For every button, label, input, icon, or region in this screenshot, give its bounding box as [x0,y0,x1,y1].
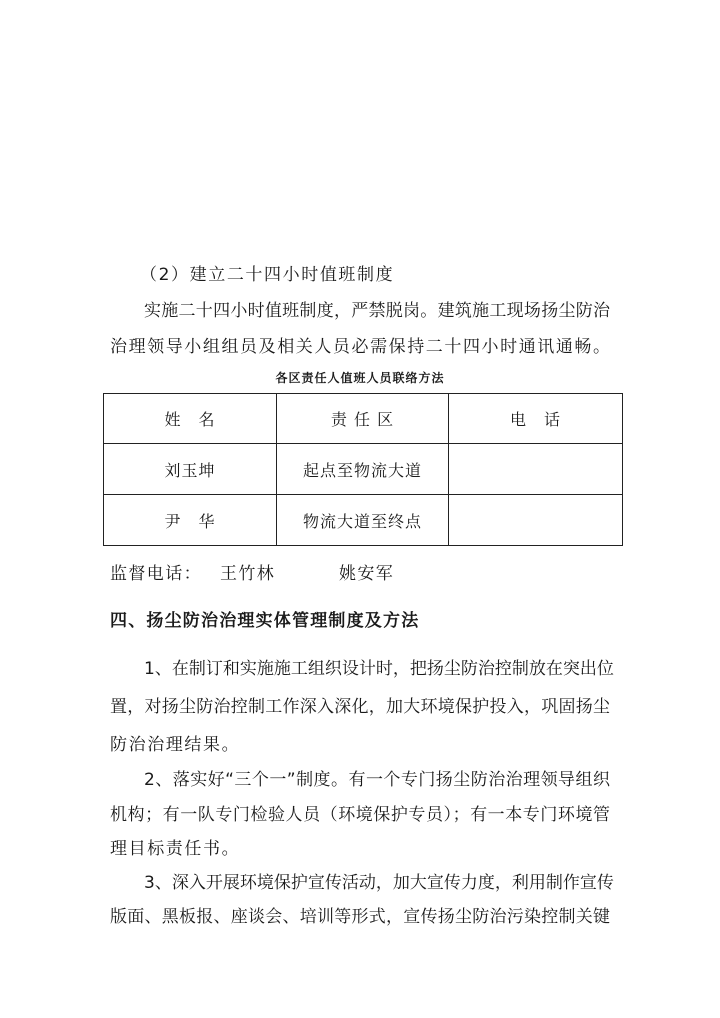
paragraph-2-line-2: 机构；有一队专门检验人员（环境保护专员）；有一本专门环境管 [110,805,610,825]
section-item-title: （2）建立二十四小时值班制度 [140,265,395,285]
cell-area: 起点至物流大道 [277,444,449,495]
table-row [104,495,623,546]
paragraph-2-line-1: 2、落实好“三个一”制度。有一个专门扬尘防治治理领导组织 [144,770,610,790]
duty-paragraph-line-2: 治理领导小组组员及相关人员必需保持二十四小时通讯通畅。 [110,337,610,357]
table-header-row [104,394,623,444]
contact-table [103,393,623,546]
cell-phone [449,444,623,495]
supervision-label: 监督电话： [110,564,202,584]
cell-area: 物流大道至终点 [277,495,449,546]
paragraph-2-line-3: 理目标责任书。 [110,839,241,859]
paragraph-3-line-2: 版面、黑板报、座谈会、培训等形式，宣传扬尘防治污染控制关键 [110,907,610,927]
table-caption: 各区责任人值班人员联络方法 [275,371,445,385]
header-area: 责 任 区 [277,394,449,444]
cell-name: 刘玉坤 [104,444,277,495]
duty-paragraph-line-1: 实施二十四小时值班制度，严禁脱岗。建筑施工现场扬尘防治 [144,301,610,321]
header-phone: 电 话 [449,394,623,444]
cell-phone [449,495,623,546]
paragraph-1-line-3: 防治治理结果。 [110,735,241,755]
header-name: 姓 名 [104,394,277,444]
paragraph-3-line-1: 3、深入开展环境保护宣传活动，加大宣传力度，利用制作宣传 [144,873,614,893]
supervisor-1: 王竹林 [220,564,276,584]
paragraph-1-line-2: 置，对扬尘防治控制工作深入深化，加大环境保护投入，巩固扬尘 [110,697,610,717]
cell-name: 尹 华 [104,495,277,546]
table-row [104,444,623,495]
section-heading: 四、扬尘防治治理实体管理制度及方法 [110,611,420,631]
paragraph-1-line-1: 1、在制订和实施施工组织设计时，把扬尘防治控制放在突出位 [144,659,614,679]
supervisor-2: 姚安军 [339,564,395,584]
